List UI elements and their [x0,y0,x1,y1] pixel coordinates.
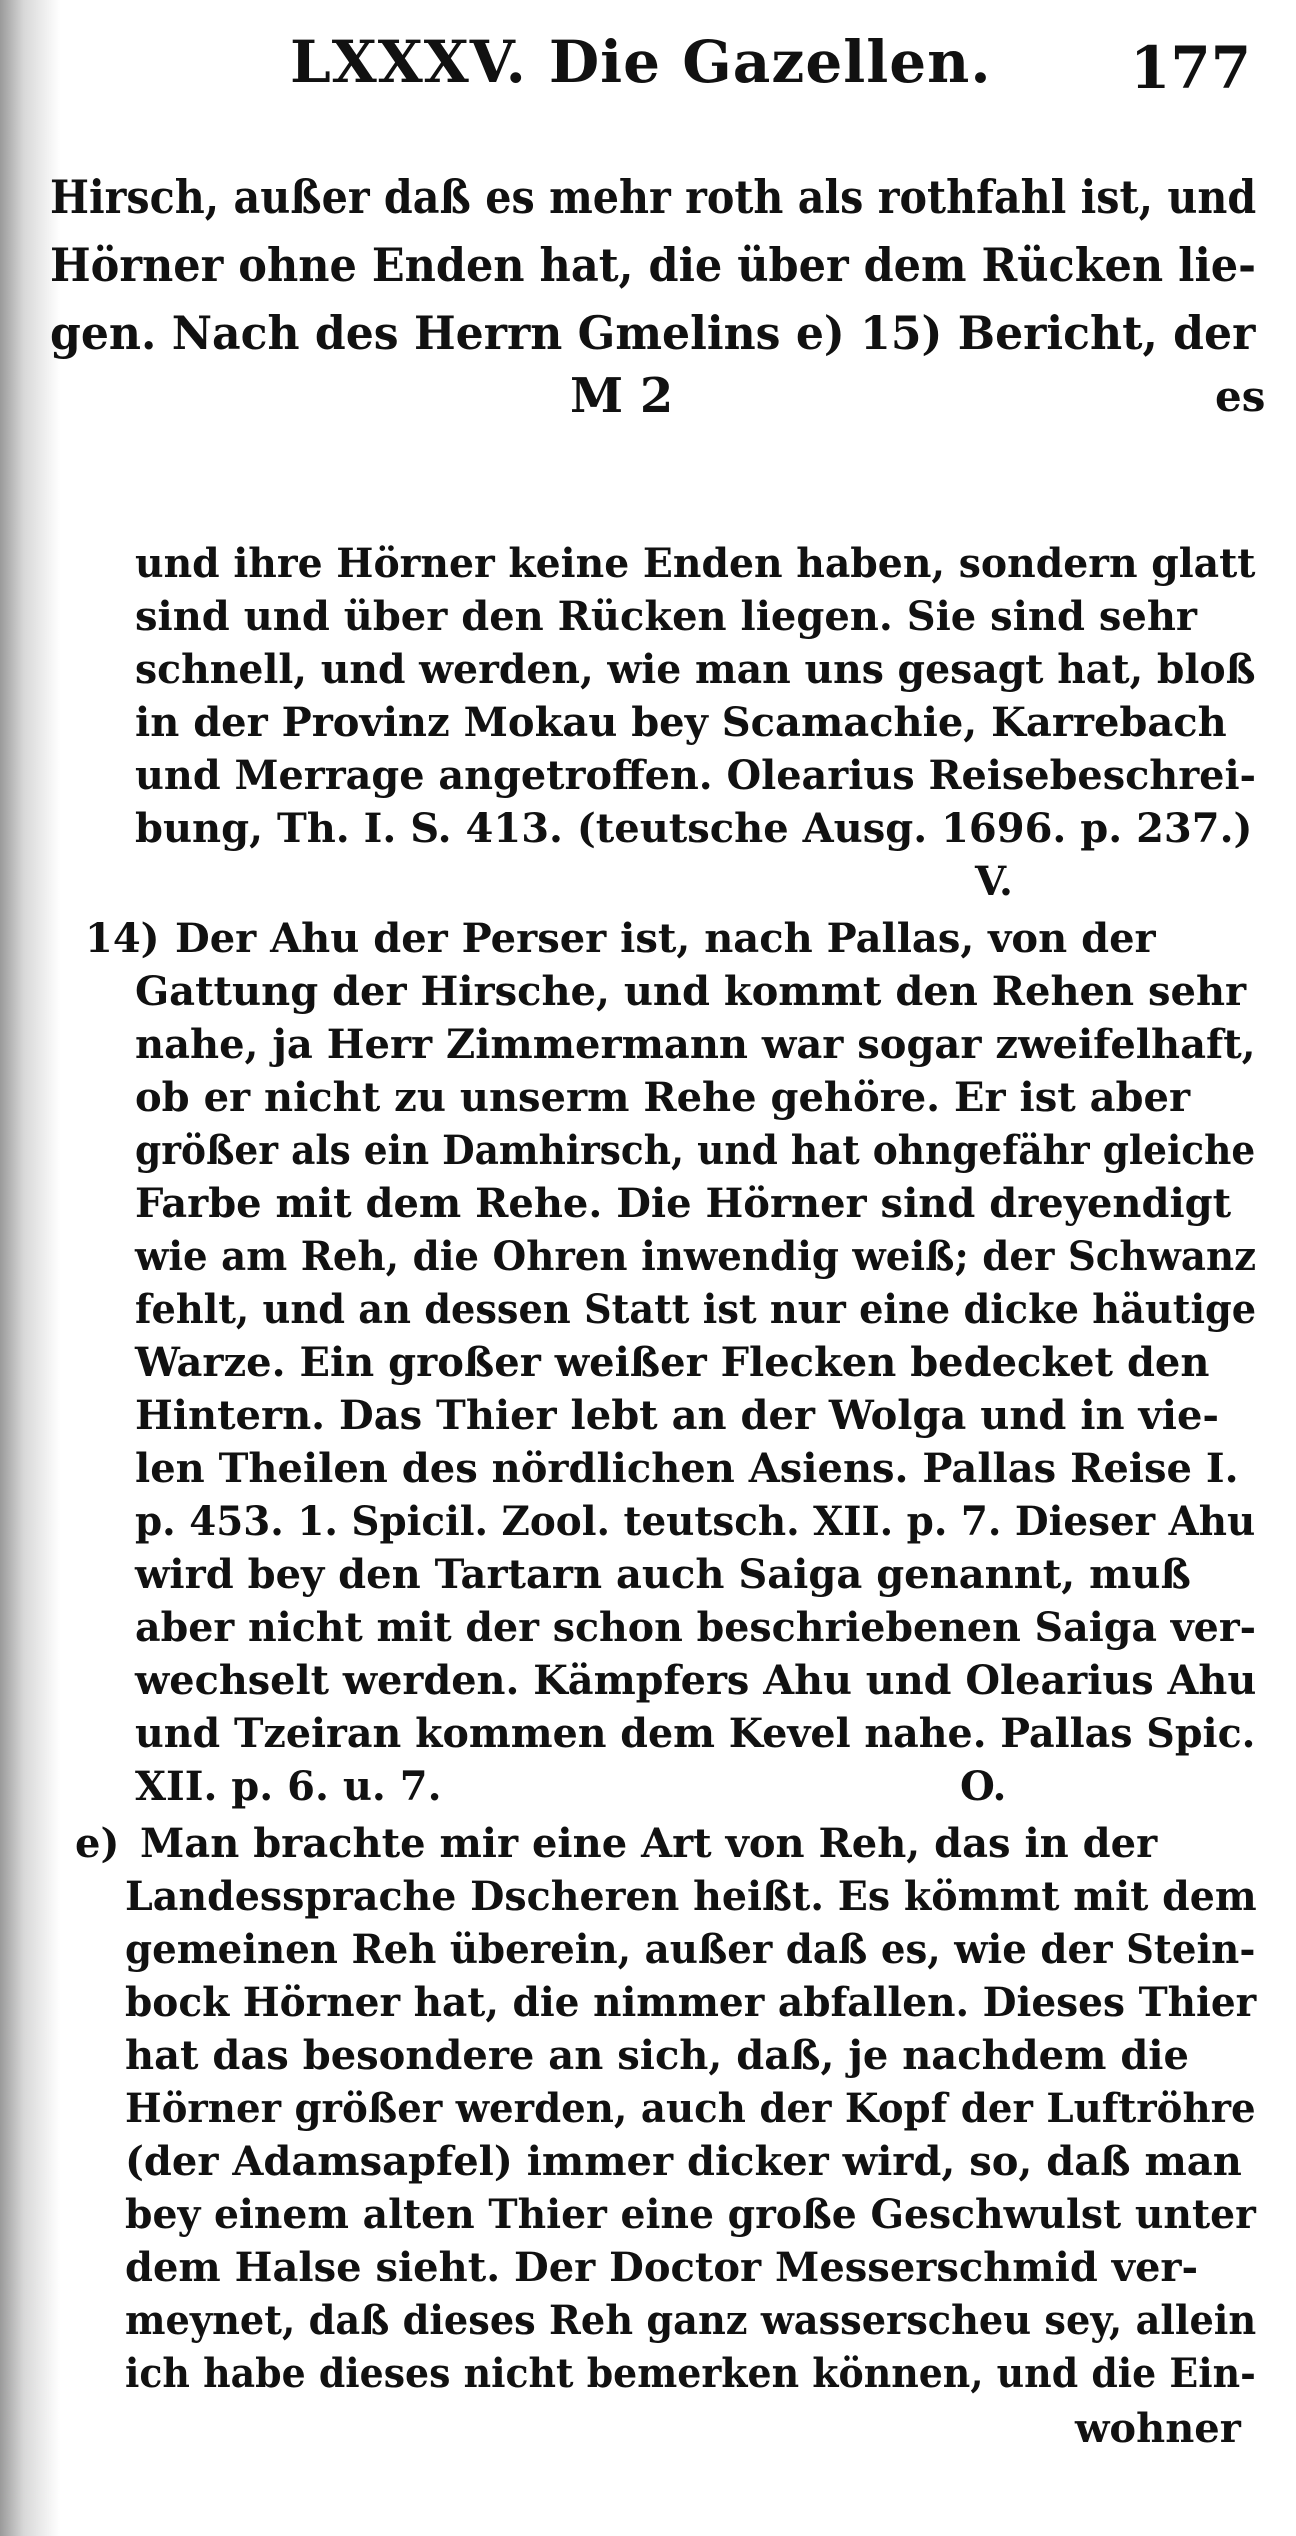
footnote-line: nahe, ja Herr Zimmermann war sogar zweifelhaft, [135,1021,1256,1068]
footnote-line: wechselt werden. Kämpfers Ahu und Olearius Ahu [135,1657,1257,1704]
footnote-line: schnell, und werden, wie man uns gesagt hat, bloß [135,646,1256,693]
footnote-line: XII. p. 6. u. 7. [135,1763,442,1810]
footnote-line: Farbe mit dem Rehe. Die Hörner sind dreyendigt [135,1180,1232,1227]
page-number: 177 [1130,34,1252,102]
footnote-line: und ihre Hörner keine Enden haben, sondern glatt [135,540,1256,587]
footnote-line: bock Hörner hat, die nimmer abfallen. Dieses Thier [125,1979,1257,2026]
footnote-line: gemeinen Reh überein, außer daß es, wie der Stein- [125,1926,1256,1973]
main-text-line: Hirsch, außer daß es mehr roth als rothfahl ist, und [50,170,1257,224]
footnote-line: und Tzeiran kommen dem Kevel nahe. Pallas Spic. [135,1710,1256,1757]
footnote-line: len Theilen des nördlichen Asiens. Pallas Reise I. [135,1445,1239,1492]
footnote-line: Der Ahu der Perser ist, nach Pallas, von der [175,915,1156,962]
footnote-line: größer als ein Damhirsch, und hat ohngefähr gleiche [135,1127,1256,1174]
footnote-line: meynet, daß dieses Reh ganz wasserscheu sey, allein [125,2297,1257,2344]
footnote-line: hat das besondere an sich, daß, je nachdem die [125,2032,1189,2079]
footnote-signoff: O. [960,1763,1007,1810]
footnote-line: sind und über den Rücken liegen. Sie sind sehr [135,593,1197,640]
footnote-line: ich habe dieses nicht bemerken können, und die Ein- [125,2350,1256,2397]
footnote-line: bung, Th. I. S. 413. (teutsche Ausg. 1696. p. 237.) [135,805,1253,852]
catchword-top: es [1215,372,1266,421]
footnote-line: Gattung der Hirsche, und kommt den Rehen sehr [135,968,1247,1015]
footnote-label: e) [75,1820,120,1867]
chapter-title: Die Gazellen. [548,28,992,96]
footnote-line: Man brachte mir eine Art von Reh, das in der [140,1820,1158,1867]
footnote-line: bey einem alten Thier eine große Geschwulst unter [125,2191,1256,2238]
footnote-line: ob er nicht zu unserm Rehe gehöre. Er ist aber [135,1074,1191,1121]
footnote-line: p. 453. 1. Spicil. Zool. teutsch. XII. p. 7. Dieser Ahu [135,1498,1256,1545]
footnote-line: dem Halse sieht. Der Doctor Messerschmid ver- [125,2244,1199,2291]
footnote-line: Hintern. Das Thier lebt an der Wolga und in vie- [135,1392,1220,1439]
footnote-line: und Merrage angetroffen. Olearius Reisebeschrei- [135,752,1257,799]
footnote-line: aber nicht mit der schon beschriebenen Saiga ver- [135,1604,1257,1651]
footnote-signoff: V. [975,858,1013,905]
footnote-line: wie am Reh, die Ohren inwendig weiß; der Schwanz [135,1233,1257,1280]
catchword-bottom: wohner [1075,2405,1241,2452]
footnote-line: Landessprache Dscheren heißt. Es kömmt mit dem [125,1873,1257,1920]
footnote-line: in der Provinz Mokau bey Scamachie, Karrebach [135,699,1227,746]
footnote-line: Hörner größer werden, auch der Kopf der Luftröhre [125,2085,1256,2132]
footnote-line: wird bey den Tartarn auch Saiga genannt, muß [135,1551,1191,1598]
footnote-line: fehlt, und an dessen Statt ist nur eine dicke häutige [135,1286,1257,1333]
running-header [290,28,992,96]
signature-mark: M 2 [570,368,674,424]
footnote-label: 14) [85,915,160,962]
main-text-line: Hörner ohne Enden hat, die über dem Rücken lie- [50,238,1257,292]
main-text-line: gen. Nach des Herrn Gmelins e) 15) Bericht, der [50,306,1256,360]
chapter-number: LXXXV. [290,28,527,96]
scan-edge-shadow [0,0,60,2536]
footnote-line: (der Adamsapfel) immer dicker wird, so, daß man [125,2138,1242,2185]
footnote-line: Warze. Ein großer weißer Flecken bedecket den [135,1339,1210,1386]
